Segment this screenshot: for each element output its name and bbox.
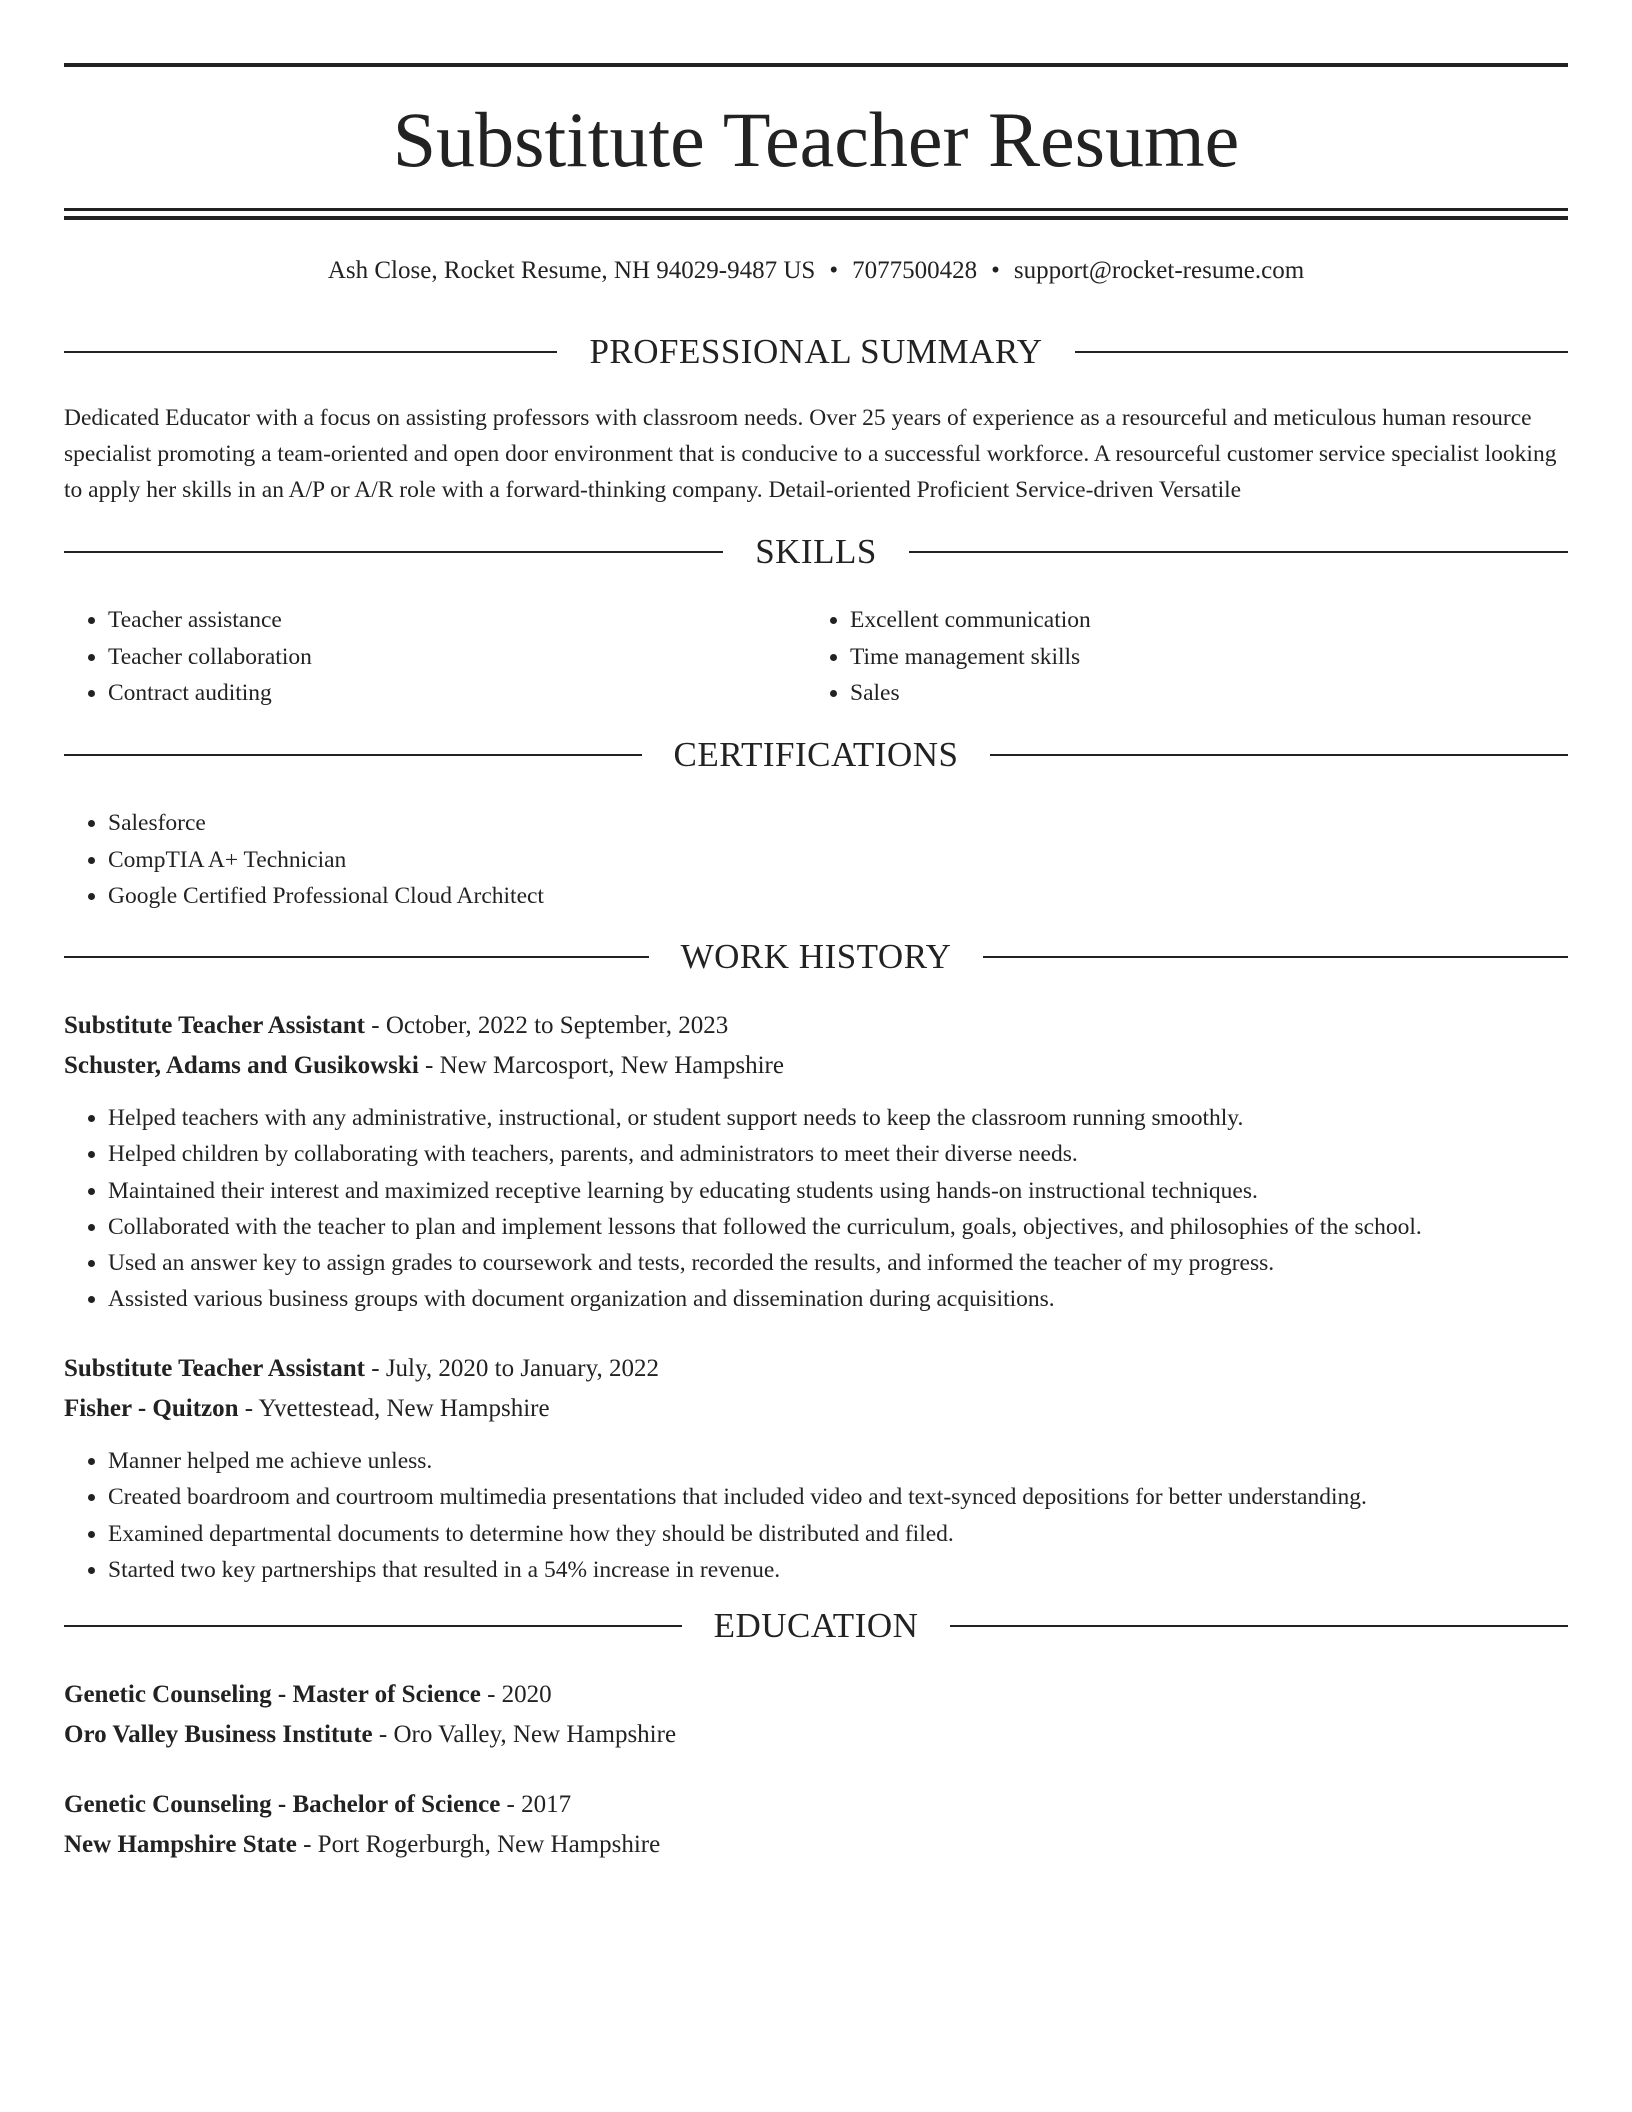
contact-email: support@rocket-resume.com <box>1013 257 1305 284</box>
section-title: WORK HISTORY <box>680 937 952 976</box>
list-item: • Sales <box>850 675 1548 712</box>
list-item: • Salesforce <box>108 805 1568 842</box>
list-item: • Time management skills <box>850 639 1548 676</box>
list-item: • Teacher assistance <box>108 602 806 639</box>
contact-separator: • <box>991 257 1000 284</box>
education-school: Oro Valley Business Institute <box>64 1721 373 1748</box>
list-item: • Contract auditing <box>108 675 806 712</box>
job-title-line <box>64 1006 1568 1046</box>
section-rule <box>990 754 1568 756</box>
job-dates: - October, 2022 to September, 2023 <box>365 1012 729 1039</box>
job-title-line <box>64 1349 1568 1389</box>
section-rule <box>64 956 649 958</box>
contact-address: Ash Close, Rocket Resume, NH 94029-9487 US <box>327 257 816 284</box>
section-rule <box>909 551 1568 553</box>
list-item: • Examined departmental documents to determine how they should be distributed and filed. <box>108 1516 1568 1552</box>
job-dates: - July, 2020 to January, 2022 <box>365 1355 659 1382</box>
list-item: • Collaborated with the teacher to plan and implement lessons that followed the curriculum, goals, objectives, and philosophies of the school. <box>108 1209 1568 1245</box>
list-item: • Helped children by collaborating with teachers, parents, and administrators to meet their diverse needs. <box>108 1136 1568 1172</box>
section-header-skills <box>64 530 1568 574</box>
page-title: Substitute Teacher Resume <box>392 96 1240 183</box>
contact-separator: • <box>829 257 839 284</box>
list-item: • CompTIA A+ Technician <box>108 842 1568 879</box>
job-entry <box>64 1006 1568 1318</box>
section-title: EDUCATION <box>713 1606 919 1645</box>
section-header-education <box>64 1604 1568 1648</box>
list-item: • Excellent communication <box>850 602 1548 639</box>
education-location: - Oro Valley, New Hampshire <box>372 1721 677 1748</box>
list-item: • Created boardroom and courtroom multimedia presentations that included video and text-synced depositions for better understanding. <box>108 1479 1568 1515</box>
job-company-line <box>64 1046 1568 1086</box>
education-entry <box>64 1675 1568 1755</box>
list-item: • Maintained their interest and maximized receptive learning by educating students using hands-on instructional techniques. <box>108 1173 1568 1209</box>
section-rule <box>1075 351 1568 353</box>
list-item: • Started two key partnerships that resulted in a 54% increase in revenue. <box>108 1552 1568 1588</box>
list-item: • Used an answer key to assign grades to coursework and tests, recorded the results, and informed the teacher of my progress. <box>108 1245 1568 1281</box>
education-school-line <box>64 1825 1568 1865</box>
section-rule <box>64 754 642 756</box>
job-company: Schuster, Adams and Gusikowski <box>64 1052 419 1079</box>
skills-column-right <box>806 602 1548 712</box>
list-item: • Google Certified Professional Cloud Architect <box>108 878 1568 915</box>
section-title: CERTIFICATIONS <box>673 735 959 774</box>
section-header-work-history <box>64 935 1568 979</box>
education-school-line <box>64 1715 1568 1755</box>
list-item: • Teacher collaboration <box>108 639 806 676</box>
list-item: • Manner helped me achieve unless. <box>108 1443 1568 1479</box>
contact-line <box>64 254 1568 288</box>
education-year: - 2017 <box>500 1791 572 1818</box>
list-item: • Assisted various business groups with document organization and dissemination during acquisitions. <box>108 1281 1568 1317</box>
education-degree: Genetic Counseling - Bachelor of Science <box>64 1791 501 1818</box>
education-degree-line <box>64 1785 1568 1825</box>
section-header-summary <box>64 330 1568 374</box>
top-rule <box>64 63 1568 67</box>
job-title: Substitute Teacher Assistant <box>64 1012 365 1039</box>
education-degree-line <box>64 1675 1568 1715</box>
section-rule <box>64 1625 682 1627</box>
section-rule <box>983 956 1568 958</box>
section-title: SKILLS <box>755 532 877 571</box>
job-title: Substitute Teacher Assistant <box>64 1355 365 1382</box>
education-school: New Hampshire State <box>64 1831 297 1858</box>
job-location: - Yvettestead, New Hampshire <box>238 1395 550 1422</box>
education-entry <box>64 1785 1568 1865</box>
job-location: - New Marcosport, New Hampshire <box>418 1052 784 1079</box>
contact-phone: 7077500428 <box>852 257 978 284</box>
section-rule <box>950 1625 1568 1627</box>
job-entry <box>64 1349 1568 1588</box>
skills-list <box>64 602 1568 712</box>
job-company: Fisher - Quitzon <box>64 1395 239 1422</box>
skills-column-left <box>64 602 806 712</box>
job-bullets <box>64 1100 1568 1318</box>
education-location: - Port Rogerburgh, New Hampshire <box>296 1831 661 1858</box>
section-header-certifications <box>64 733 1568 777</box>
education-degree: Genetic Counseling - Master of Science <box>64 1681 481 1708</box>
job-bullets <box>64 1443 1568 1588</box>
job-company-line <box>64 1389 1568 1429</box>
summary-text: Dedicated Educator with a focus on assisting professors with classroom needs. Over 25 years of experience as a resourceful and meticulous human resource specialist promoting a team-oriented and open door environment that is conducive to a successful workforce. A resourceful customer service specialist looking to apply her skills in an A/P or A/R role with a forward-thinking company. Detail-oriented Proficient Service-driven Versatile <box>64 405 1557 503</box>
section-rule <box>64 551 723 553</box>
list-item: • Helped teachers with any administrative, instructional, or student support needs to keep the classroom running smoothly. <box>108 1100 1568 1136</box>
section-title: PROFESSIONAL SUMMARY <box>589 332 1043 371</box>
education-year: - 2020 <box>480 1681 552 1708</box>
section-rule <box>64 351 557 353</box>
title-double-rule <box>64 208 1568 220</box>
certifications-list <box>64 805 1568 915</box>
